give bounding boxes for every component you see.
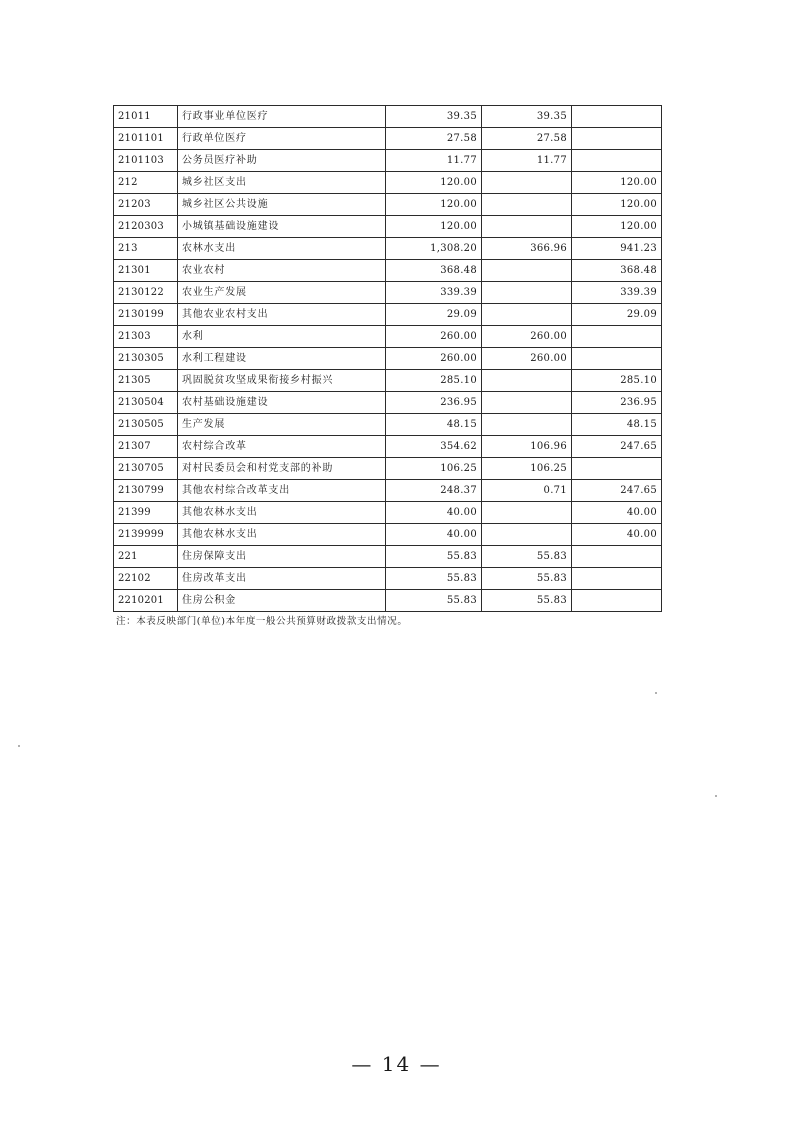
cell-code: 22102 — [114, 568, 178, 590]
cell-project: 285.10 — [572, 370, 662, 392]
cell-project: 120.00 — [572, 216, 662, 238]
cell-total: 40.00 — [386, 524, 482, 546]
cell-basic — [482, 502, 572, 524]
cell-name: 其他农业农村支出 — [178, 304, 386, 326]
cell-code: 21305 — [114, 370, 178, 392]
cell-project — [572, 106, 662, 128]
table-row — [114, 128, 662, 150]
table-row — [114, 414, 662, 436]
table-row — [114, 392, 662, 414]
table-row — [114, 304, 662, 326]
cell-name: 住房公积金 — [178, 590, 386, 612]
cell-name: 行政事业单位医疗 — [178, 106, 386, 128]
cell-total: 48.15 — [386, 414, 482, 436]
cell-name: 水利 — [178, 326, 386, 348]
cell-code: 21011 — [114, 106, 178, 128]
cell-basic — [482, 282, 572, 304]
cell-code: 2139999 — [114, 524, 178, 546]
cell-basic: 11.77 — [482, 150, 572, 172]
cell-name: 其他农林水支出 — [178, 502, 386, 524]
cell-total: 27.58 — [386, 128, 482, 150]
cell-code: 2101101 — [114, 128, 178, 150]
cell-basic — [482, 392, 572, 414]
cell-total: 1,308.20 — [386, 238, 482, 260]
cell-project — [572, 568, 662, 590]
cell-project: 368.48 — [572, 260, 662, 282]
table-row — [114, 590, 662, 612]
cell-code: 2101103 — [114, 150, 178, 172]
table-row — [114, 458, 662, 480]
table-row — [114, 502, 662, 524]
cell-project: 29.09 — [572, 304, 662, 326]
cell-code: 213 — [114, 238, 178, 260]
cell-total: 285.10 — [386, 370, 482, 392]
cell-code: 2130199 — [114, 304, 178, 326]
cell-project — [572, 458, 662, 480]
cell-total: 260.00 — [386, 326, 482, 348]
cell-name: 公务员医疗补助 — [178, 150, 386, 172]
cell-code: 221 — [114, 546, 178, 568]
cell-project: 236.95 — [572, 392, 662, 414]
cell-name: 生产发展 — [178, 414, 386, 436]
cell-basic — [482, 370, 572, 392]
cell-basic: 106.96 — [482, 436, 572, 458]
table-row — [114, 106, 662, 128]
cell-name: 城乡社区公共设施 — [178, 194, 386, 216]
cell-total: 40.00 — [386, 502, 482, 524]
cell-project: 40.00 — [572, 502, 662, 524]
cell-name: 其他农村综合改革支出 — [178, 480, 386, 502]
cell-basic — [482, 524, 572, 546]
table-body — [114, 106, 662, 612]
cell-total: 29.09 — [386, 304, 482, 326]
cell-name: 水利工程建设 — [178, 348, 386, 370]
cell-project: 247.65 — [572, 480, 662, 502]
cell-total: 55.83 — [386, 546, 482, 568]
scan-speck — [18, 745, 20, 747]
page-number: — 14 — — [351, 1052, 442, 1076]
cell-code: 212 — [114, 172, 178, 194]
cell-basic — [482, 414, 572, 436]
cell-basic — [482, 260, 572, 282]
table-row — [114, 524, 662, 546]
cell-total: 368.48 — [386, 260, 482, 282]
cell-basic: 0.71 — [482, 480, 572, 502]
table-row — [114, 568, 662, 590]
table-row — [114, 216, 662, 238]
cell-project — [572, 326, 662, 348]
cell-name: 农林水支出 — [178, 238, 386, 260]
table-row — [114, 282, 662, 304]
cell-name: 巩固脱贫攻坚成果衔接乡村振兴 — [178, 370, 386, 392]
table-row — [114, 172, 662, 194]
cell-name: 城乡社区支出 — [178, 172, 386, 194]
cell-code: 2130122 — [114, 282, 178, 304]
cell-code: 2130505 — [114, 414, 178, 436]
cell-total: 39.35 — [386, 106, 482, 128]
cell-code: 2120303 — [114, 216, 178, 238]
cell-project: 247.65 — [572, 436, 662, 458]
cell-total: 120.00 — [386, 194, 482, 216]
cell-basic — [482, 216, 572, 238]
cell-total: 120.00 — [386, 216, 482, 238]
cell-name: 其他农林水支出 — [178, 524, 386, 546]
cell-project — [572, 348, 662, 370]
cell-project: 339.39 — [572, 282, 662, 304]
cell-name: 行政单位医疗 — [178, 128, 386, 150]
cell-name: 农业生产发展 — [178, 282, 386, 304]
cell-project — [572, 128, 662, 150]
cell-code: 2130504 — [114, 392, 178, 414]
cell-name: 住房保障支出 — [178, 546, 386, 568]
cell-name: 小城镇基础设施建设 — [178, 216, 386, 238]
cell-code: 21301 — [114, 260, 178, 282]
cell-basic: 55.83 — [482, 590, 572, 612]
cell-basic: 27.58 — [482, 128, 572, 150]
table-row — [114, 348, 662, 370]
cell-project — [572, 150, 662, 172]
scan-speck — [715, 795, 717, 797]
cell-basic: 55.83 — [482, 546, 572, 568]
table-row — [114, 326, 662, 348]
cell-total: 11.77 — [386, 150, 482, 172]
cell-code: 21303 — [114, 326, 178, 348]
cell-project: 120.00 — [572, 172, 662, 194]
cell-basic — [482, 194, 572, 216]
cell-total: 260.00 — [386, 348, 482, 370]
cell-basic: 39.35 — [482, 106, 572, 128]
table-row — [114, 194, 662, 216]
cell-name: 农村综合改革 — [178, 436, 386, 458]
cell-name: 农业农村 — [178, 260, 386, 282]
cell-total: 339.39 — [386, 282, 482, 304]
cell-total: 106.25 — [386, 458, 482, 480]
cell-code: 2130705 — [114, 458, 178, 480]
cell-basic: 260.00 — [482, 326, 572, 348]
table-row — [114, 260, 662, 282]
cell-code: 21203 — [114, 194, 178, 216]
cell-code: 21399 — [114, 502, 178, 524]
cell-total: 236.95 — [386, 392, 482, 414]
cell-code: 2210201 — [114, 590, 178, 612]
table-row — [114, 238, 662, 260]
cell-basic: 55.83 — [482, 568, 572, 590]
cell-basic: 366.96 — [482, 238, 572, 260]
cell-total: 120.00 — [386, 172, 482, 194]
cell-basic — [482, 172, 572, 194]
cell-project: 48.15 — [572, 414, 662, 436]
cell-project — [572, 590, 662, 612]
cell-basic — [482, 304, 572, 326]
cell-project: 941.23 — [572, 238, 662, 260]
expenditure-table — [113, 105, 662, 612]
table-row — [114, 370, 662, 392]
cell-name: 住房改革支出 — [178, 568, 386, 590]
cell-code: 21307 — [114, 436, 178, 458]
cell-name: 对村民委员会和村党支部的补助 — [178, 458, 386, 480]
cell-project: 120.00 — [572, 194, 662, 216]
scan-speck — [655, 692, 657, 694]
table-row — [114, 436, 662, 458]
cell-total: 354.62 — [386, 436, 482, 458]
table-row — [114, 546, 662, 568]
cell-basic: 106.25 — [482, 458, 572, 480]
table-note: 注：本表反映部门(单位)本年度一般公共预算财政拨款支出情况。 — [116, 616, 408, 627]
cell-basic: 260.00 — [482, 348, 572, 370]
cell-total: 55.83 — [386, 568, 482, 590]
table-row — [114, 480, 662, 502]
cell-project: 40.00 — [572, 524, 662, 546]
cell-name: 农村基础设施建设 — [178, 392, 386, 414]
cell-project — [572, 546, 662, 568]
cell-code: 2130305 — [114, 348, 178, 370]
cell-code: 2130799 — [114, 480, 178, 502]
cell-total: 248.37 — [386, 480, 482, 502]
cell-total: 55.83 — [386, 590, 482, 612]
table-row — [114, 150, 662, 172]
